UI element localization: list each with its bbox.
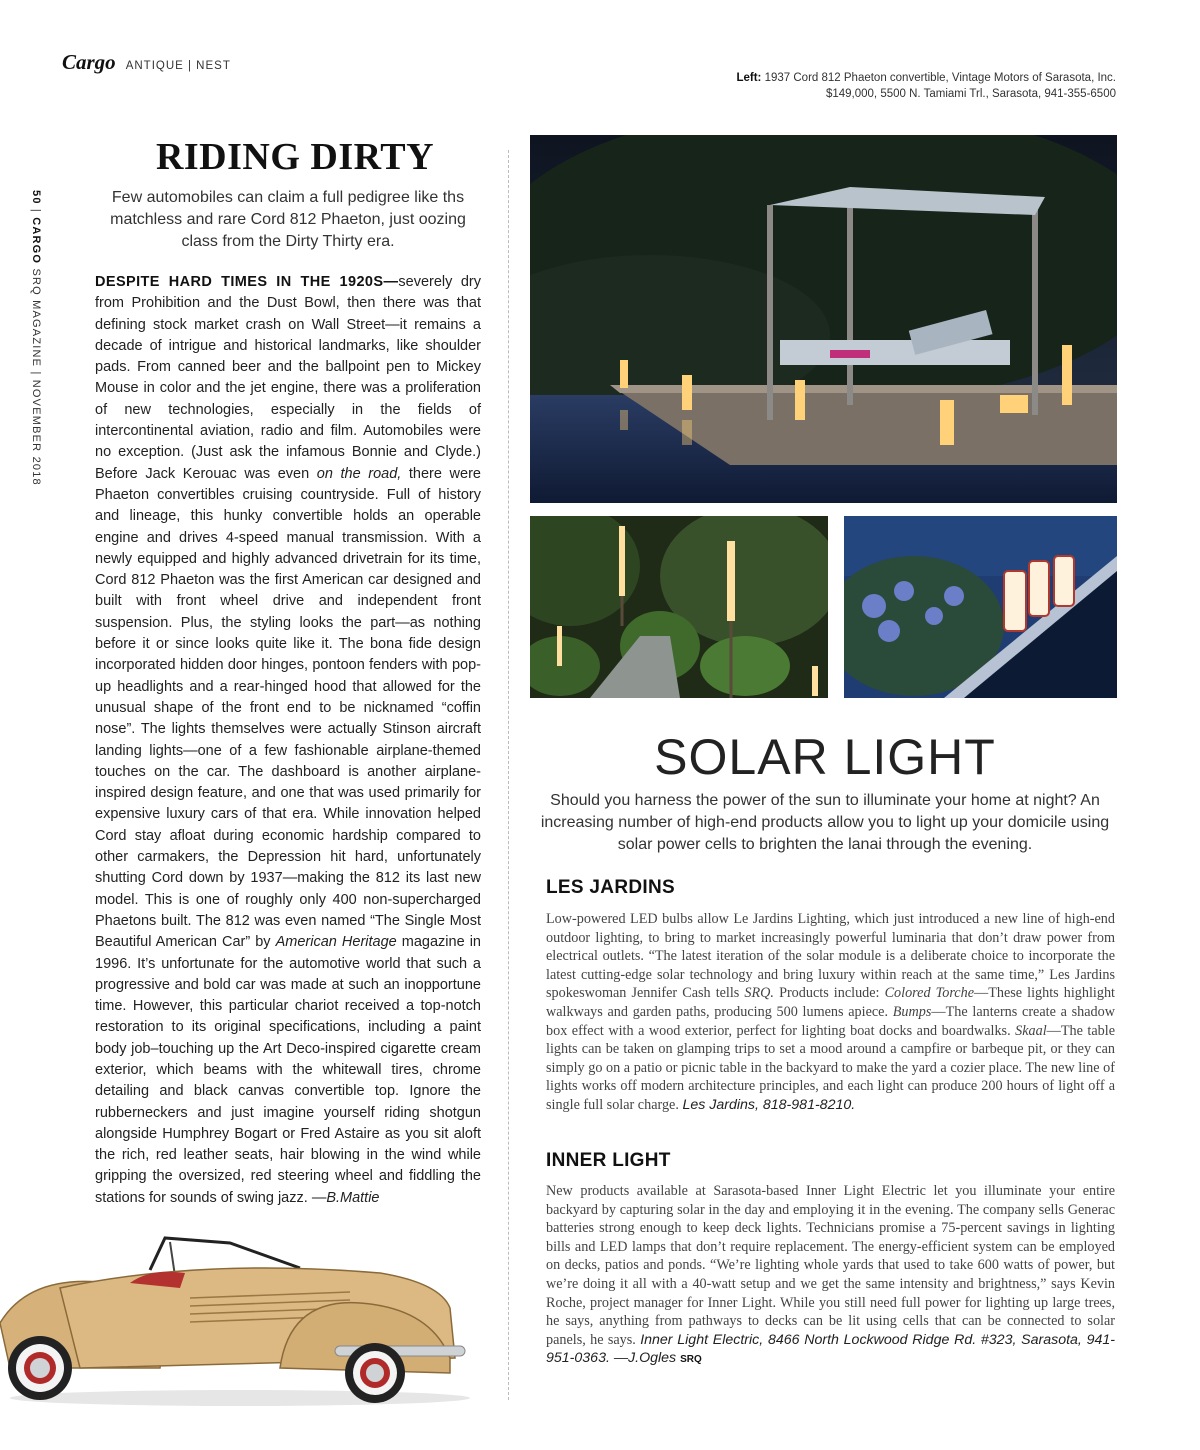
page-folio bbox=[30, 190, 42, 486]
caption-text: 1937 Cord 812 Phaeton convertible, Vintage Motors of Sarasota, Inc. $149,000, 5500 N. Tamiami Trl., Sarasota, 941-355-6500 bbox=[764, 72, 1116, 100]
body-italic: SRQ. bbox=[744, 985, 774, 1002]
folio-issue: SRQ MAGAZINE | NOVEMBER 2018 bbox=[30, 268, 42, 486]
body-text: —These lights highlight walkways and garden paths, producing 500 lumens apiece. bbox=[546, 985, 1115, 1020]
product-name: Colored Torche bbox=[884, 985, 974, 1002]
end-mark: SRQ bbox=[680, 1354, 702, 1366]
body-italic: on the road, bbox=[316, 465, 402, 482]
business-credit: Inner Light Electric, 8466 North Lockwood Ridge Rd. #323, Sarasota, 941-951-0363. —J.Ogles bbox=[546, 1331, 1115, 1367]
lead-in: DESPITE HARD TIMES IN THE 1920S— bbox=[95, 274, 399, 290]
body-les-jardins bbox=[546, 910, 1115, 1115]
column-divider bbox=[508, 150, 509, 1400]
business-credit: Les Jardins, 818-981-8210. bbox=[682, 1096, 856, 1113]
product-name: Skaal bbox=[1015, 1022, 1047, 1039]
garden-path-torch-lights-photo bbox=[530, 516, 828, 698]
article-body-riding-dirty bbox=[95, 272, 481, 1209]
byline: —B.Mattie bbox=[311, 1189, 380, 1206]
cord-812-phaeton-car-image bbox=[0, 1228, 470, 1408]
pool-deck-canopy-daybed-lanterns-photo bbox=[530, 135, 1117, 503]
article-title-riding-dirty: RIDING DIRTY bbox=[155, 136, 435, 178]
article-deck-riding-dirty: Few automobiles can claim a full pedigree like ths matchless and rare Cord 812 Phaeton, just oozing class from the Dirty Thirty era. bbox=[110, 189, 466, 250]
body-text: New products available at Sarasota-based Inner Light Electric let you illuminate your entire backyard by capturing solar in the day and employing it in the evening. The company sells Generac batteries strong enough to keep deck lights. Technicians promise a 75-percent savings in lighting bills and LED lamps that don’t require replacement. The energy-efficient system can be employed on decks, patios and ponds. “We’re lighting whole yards that used to take 600 watts of power, but we’re doing it all with a 40-watt setup and we get the same intensity and brightness,” says Kevin Roche, project manager for Inner Light. While you still need full power for lighting up large trees, he says, anything from pathways to decks can be lit using cells that can be connected to solar panels, he says. bbox=[546, 1183, 1115, 1348]
body-text: Products include: bbox=[773, 985, 885, 1002]
body-text: —The table lights can be taken on glamping trips to set a mood around a campfire or barbeque pit, or they can simply go on a patio or picnic table in the backyard to make the yard a cozier place. The new line of lights works off modern architecture principles, and each light can produce 200 hours of light off a single full solar charge. bbox=[546, 1022, 1116, 1113]
body-text: severely dry from Prohibition and the Dust Bowl, then there was that defining stock market crash on Wall Street—it remains a decade of intrigue and historical landmarks, like shoulder pads. From canned beer and the ballpoint pen to Mickey Mouse in color and the jet engine, there was a proliferation of new technologies, especially in the fields of intercontinental aviation, radio and film. Automobiles were no exception. (Just ask the infamous Bonnie and Clyde.) Before Jack Kerouac was even bbox=[95, 274, 481, 482]
caption-label: Left: bbox=[736, 72, 762, 84]
lanterns-flowers-poolside-photo bbox=[844, 516, 1117, 698]
article-title-solar-light: SOLAR LIGHT bbox=[654, 729, 996, 785]
page-number: 50 bbox=[30, 190, 42, 205]
folio-separator: | bbox=[30, 208, 42, 218]
body-text: Low-powered LED bulbs allow Le Jardins Lighting, which just introduced a new line of high-end outdoor lighting, to bring to market increasingly powerful luminaria that don’t draw power from electrical outlets. “The latest iteration of the solar module is a deliberate choice to incorporate the latest cutting-edge solar technology and bring luxury within reach at the same time,” Les Jardins spokeswoman Jennifer Cash tells bbox=[546, 911, 1115, 1002]
section-label: ANTIQUE | NEST bbox=[125, 60, 231, 72]
article-deck-solar-light: Should you harness the power of the sun to illuminate your home at night? An increasing number of high-end products allow you to light up your domicile using solar power cells to brighten the lanai through the evening. bbox=[540, 792, 1110, 853]
body-text: —The lanterns create a shadow box effect with a wood exterior, perfect for lighting boat docks and boardwalks. bbox=[546, 1003, 1115, 1039]
body-inner-light bbox=[546, 1182, 1115, 1370]
photo-caption bbox=[696, 70, 1116, 102]
product-name: Bumps bbox=[892, 1003, 932, 1020]
folio-brand: CARGO bbox=[30, 217, 42, 265]
page-header bbox=[62, 50, 231, 75]
subhead-les-jardins: LES JARDINS bbox=[546, 877, 675, 898]
body-text: there were Phaeton convertibles cruising countryside. Full of history and lineage, this hunky convertible holds an operable engine and drives 4-speed manual transmission. With a newly equipped and highly advanced drivetrain for its time, Cord 812 Phaeton was the first American car designed and built with front wheel drive and independent front suspension. Plus, the styling looks the part—as nothing before it or since looks quite like it. The bona fide design incorporated hidden door hinges, pontoon fenders with pop-up headlights and a rear-hinged hood that allowed for the unusual shape of the front end to be nicknamed “coffin nose”. The lights themselves were actually Stinson aircraft landing lights—one of a few fashionable airplane-themed touches on the car. The dashboard is another airplane-inspired design feature, and one that was used primarily for expensive luxury cars of that era. While innovation helped Cord stay afloat during economic hardship compared to other carmakers, the Depression hit hard, unfortunately shutting Cord down by 1937—making the 812 its last new model. This is one of roughly only 400 non-supercharged Phaetons built. The 812 was even named “The Single Most Beautiful American Car” by bbox=[95, 465, 481, 951]
body-italic: American Heritage bbox=[275, 934, 397, 951]
body-text: magazine in 1996. It’s unfortunate for the automotive world that such a progressive and bold car was made at such an inopportune time. However, this particular chariot received a top-notch restoration to its original specifications, including a paint body job–touching up the Art Deco-inspired cigarette cream exterior, which beams with the whitewall tires, chrome detailing and black canvas convertible top. Ignore the rubberneckers and just imagine yourself riding shotgun alongside Humphrey Bogart or Fred Astaire as you sit aloft the rich, red leather seats, hair blowing in the wind while gripping the oversized, red steering wheel and fiddling the stations for sounds of swing jazz. bbox=[95, 934, 481, 1206]
subhead-inner-light: INNER LIGHT bbox=[546, 1150, 671, 1171]
magazine-brand: Cargo bbox=[62, 50, 116, 74]
